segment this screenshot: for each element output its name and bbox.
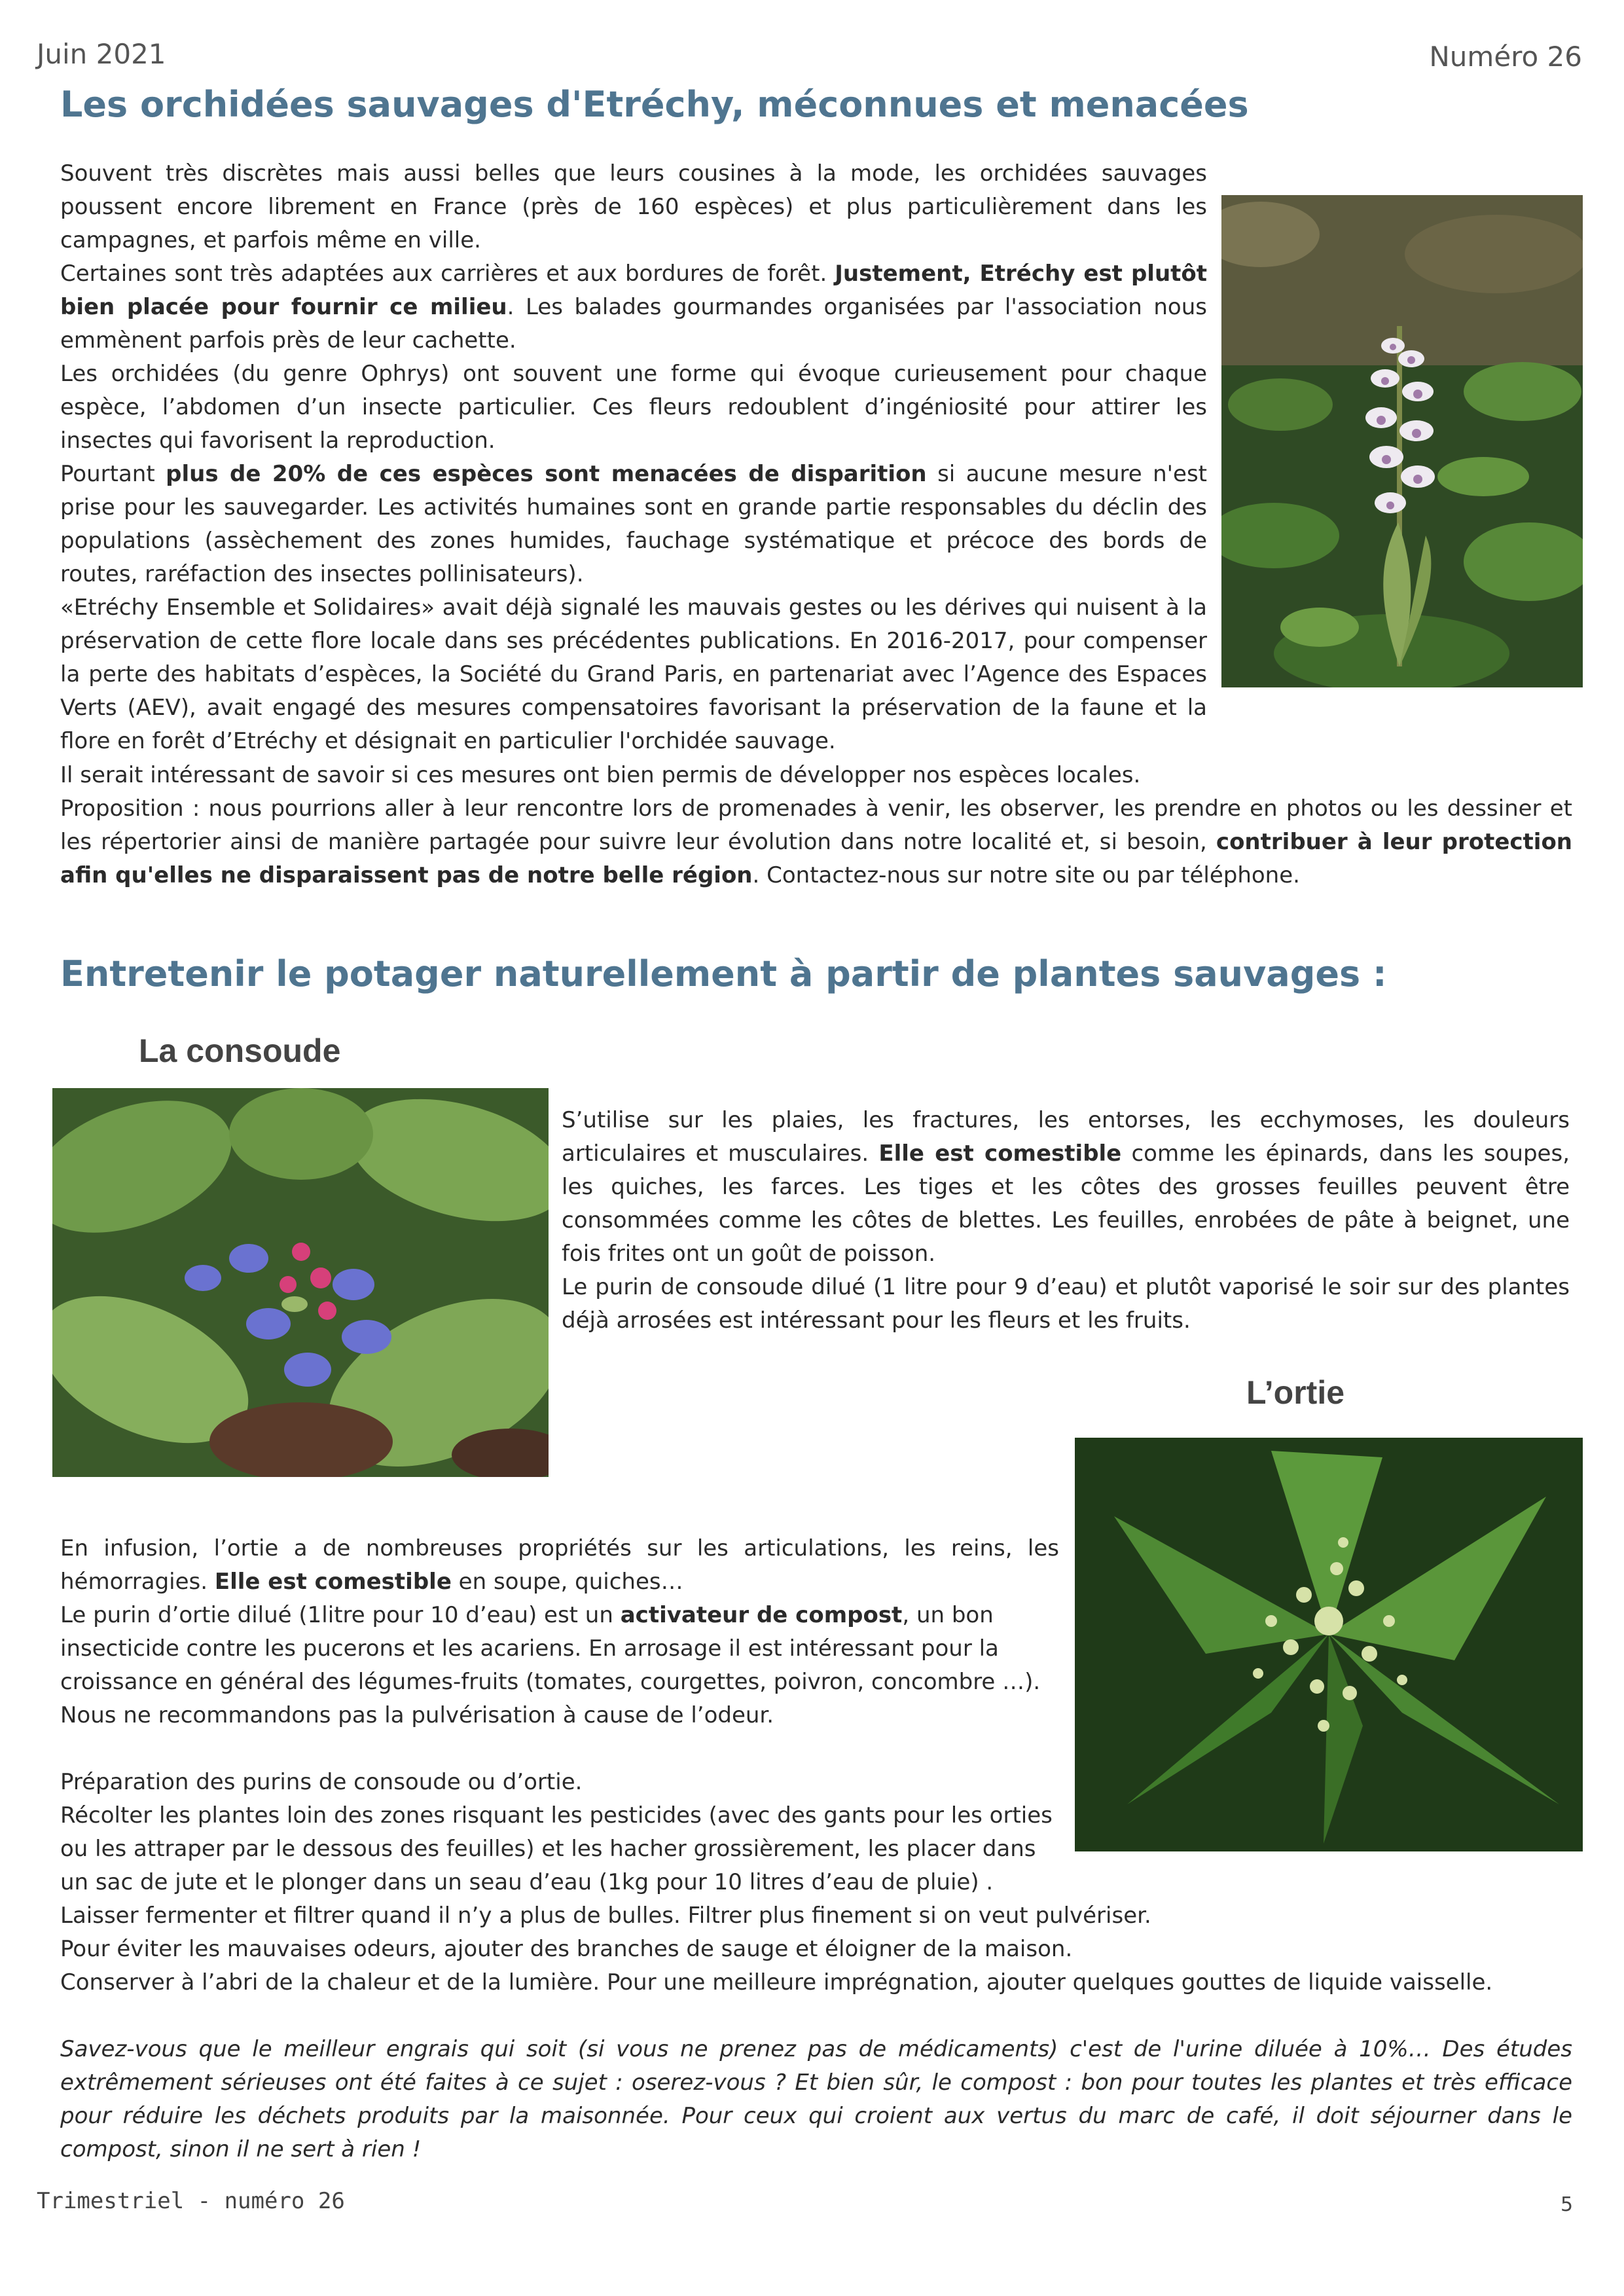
issue-number: Numéro 26	[1429, 41, 1582, 73]
orchid-p3: Les orchidées (du genre Ophrys) ont souvent une forme qui évoque curieusement pour chaque espèce, l’abdomen d’un insecte particulier. Ces fleurs redoublent d’ingéniosité pour attirer les insectes qui favorisent la reproduction.	[60, 361, 1207, 454]
ortie-plant-icon	[1075, 1438, 1583, 1851]
preparation-p4: Pour éviter les mauvaises odeurs, ajouter des branches de sauge et éloigner de la maison.	[60, 1936, 1073, 1962]
ortie-text-rest	[60, 1599, 1059, 1732]
consoude-text	[562, 1104, 1570, 1338]
consoude-p1: S’utilise sur les plaies, les fractures, les entorses, les ecchymoses, les douleurs articulaires et musculaires. Elle est comestible comme les épinards, dans les soupes, les quiches, les farces. Les tiges et les côtes des grosses feuilles peuvent être consommées comme les côtes de blettes. Les feuilles, enrobées de pâte à beignet, une fois frites ont un goût de poisson.	[562, 1107, 1570, 1267]
orchid-flower-icon	[1221, 195, 1583, 687]
article-title-potager: Entretenir le potager naturellement à partir de plantes sauvages :	[60, 953, 1387, 994]
tip-paragraph: Savez-vous que le meilleur engrais qui soit (si vous ne prenez pas de médicaments) c'est de l'urine diluée à 10%… Des études extrêmement sérieuses ont été faites à ce sujet : oserez-vous ? Et bien sûr, le compost : bon pour toutes les plantes et très efficace pour réduire les déchets produits par la maisonnée. Pour ceux qui croient aux vertus du marc de café, il doit séjourner dans le compost, sinon il ne sert à rien !	[60, 2036, 1572, 2162]
orchid-paragraphs-bottom	[60, 759, 1572, 892]
article-title-orchidees: Les orchidées sauvages d'Etréchy, méconnues et menacées	[60, 84, 1249, 125]
preparation-p5: Conserver à l’abri de la chaleur et de la lumière. Pour une meilleure imprégnation, ajouter quelques gouttes de liquide vaisselle.	[60, 1969, 1493, 1995]
preparation-text-bottom	[60, 1899, 1572, 1999]
page-number: 5	[1561, 2193, 1574, 2216]
ortie-photo	[1075, 1438, 1583, 1851]
preparation-p3: Laisser fermenter et filtrer quand il n’y a plus de bulles. Filtrer plus finement si on veut pulvériser.	[60, 1903, 1151, 1929]
orchid-paragraphs-top	[60, 157, 1207, 758]
consoude-photo	[52, 1088, 549, 1477]
preparation-p2: Récolter les plantes loin des zones risquant les pesticides (avec des gants pour les orties ou les attraper par le dessous des feuilles) et les hacher grossièrement, les placer dans un sac de jute et le plonger dans un seau d’eau (1kg pour 10 litres d’eau de pluie) .	[60, 1802, 1053, 1895]
preparation-p1: Préparation des purins de consoude ou d’ortie.	[60, 1769, 583, 1795]
ortie-text-p1: En infusion, l’ortie a de nombreuses propriétés sur les articulations, les reins, les hémorragies. Elle est comestible en soupe, quiches…	[60, 1535, 1059, 1595]
consoude-plant-icon	[52, 1088, 549, 1477]
issue-date: Juin 2021	[37, 38, 166, 70]
orchid-p7: Proposition : nous pourrions aller à leur rencontre lors de promenades à venir, les observer, les prendre en photos ou les dessiner et les répertorier ainsi de manière partagée pour suivre leur évolution dans notre localité et, si besoin, contribuer à leur protection afin qu'elles ne disparaissent pas de notre belle région. Contactez-nous sur notre site ou par téléphone.	[60, 795, 1573, 888]
orchid-photo	[1221, 195, 1583, 687]
heading-consoude: La consoude	[139, 1032, 341, 1069]
orchid-p5: «Etréchy Ensemble et Solidaires» avait déjà signalé les mauvais gestes ou les dérives qui nuisent à la préservation de cette flore locale dans ses précédentes publications. En 2016-2017, pour compenser la perte des habitats d’espèces, la Société du Grand Paris, en partenariat avec l’Agence des Espaces Verts (AEV), avait engagé des mesures compensatoires favorisant la préservation de la faune et la flore en forêt d’Etréchy et désignait en particulier l'orchidée sauvage.	[60, 594, 1207, 754]
ortie-p3: Nous ne recommandons pas la pulvérisation à cause de l’odeur.	[60, 1702, 774, 1728]
orchid-p4: Pourtant plus de 20% de ces espèces sont menacées de disparition si aucune mesure n'est prise pour les sauvegarder. Les activités humaines sont en grande partie responsables du déclin des populations (assèchement des zones humides, fauchage systématique et précoce des bords de routes, raréfaction des insectes pollinisateurs).	[60, 461, 1207, 587]
footer-text: Trimestriel - numéro 26	[37, 2188, 345, 2214]
orchid-p1: Souvent très discrètes mais aussi belles que leurs cousines à la mode, les orchidées sauvages poussent encore librement en France (près de 160 espèces) et plus particulièrement dans les campagnes, et parfois même en ville.	[60, 160, 1207, 253]
orchid-p6: Il serait intéressant de savoir si ces mesures ont bien permis de développer nos espèces locales.	[60, 762, 1141, 788]
consoude-p2: Le purin de consoude dilué (1 litre pour 9 d’eau) et plutôt vaporisé le soir sur des plantes déjà arrosées est intéressant pour les fleurs et les fruits.	[562, 1274, 1570, 1334]
ortie-p2: Le purin d’ortie dilué (1litre pour 10 d’eau) est un activateur de compost, un bon insecticide contre les pucerons et les acariens. En arrosage il est intéressant pour la croissance en général des légumes-fruits (tomates, courgettes, poivron, concombre …).	[60, 1602, 1041, 1695]
orchid-p2: Certaines sont très adaptées aux carrières et aux bordures de forêt. Justement, Etréchy est plutôt bien placée pour fournir ce milieu. Les balades gourmandes organisées par l'association nous emmènent parfois près de leur cachette.	[60, 261, 1208, 354]
heading-ortie: L’ortie	[1246, 1374, 1345, 1411]
preparation-text-top	[60, 1766, 1059, 1899]
